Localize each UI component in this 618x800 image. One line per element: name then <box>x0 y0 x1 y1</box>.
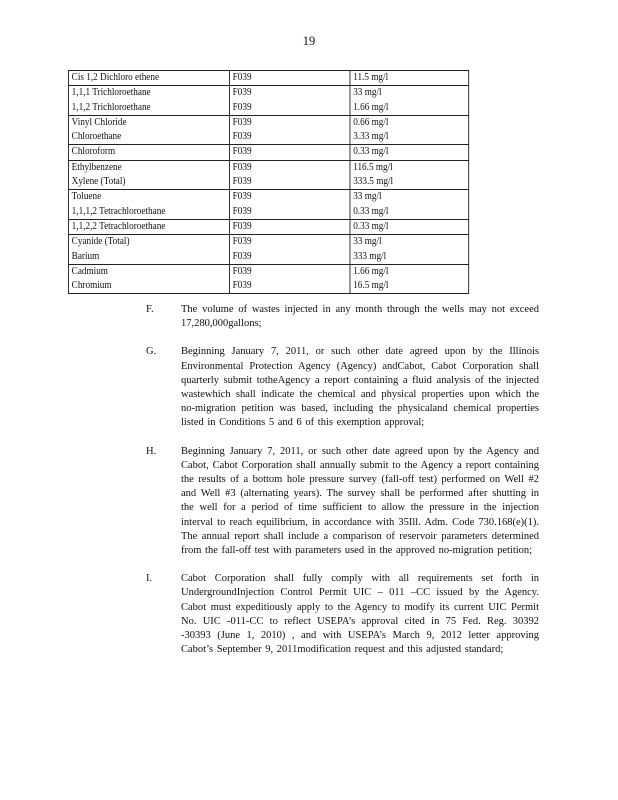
table-row <box>68 86 468 101</box>
limit-cell: 1.66 mg/l <box>350 101 469 116</box>
condition-paragraph <box>146 345 546 430</box>
constituent-cell: Toluene <box>68 190 229 205</box>
waste-code-cell: F039 <box>229 71 350 86</box>
limit-cell: 116.5 mg/l <box>350 160 469 175</box>
condition-text: Beginning January 7, 2011, or such other date agreed upon by the Illinois Environmental Protection Agency (Agency) andCabot, Cabot Corporation shall quarterly submit totheAgency a report containing a fluid analysis of the injected wastewhich shall indicate the chemical and physical properties upon which the no-migration petition was based, including the physicaland chemical properties listed in Conditions 5 and 6 of this exemption approval; <box>181 346 539 429</box>
limit-cell: 0.66 mg/l <box>350 115 469 130</box>
table-row <box>68 190 468 205</box>
table-row <box>68 219 468 234</box>
table-row <box>68 264 468 279</box>
condition-text: The volume of wastes injected in any month through the wells may not exceed 17,280,000gallons; <box>181 304 539 330</box>
table-row <box>68 130 468 145</box>
condition-label: I. <box>146 573 153 585</box>
waste-limits-table <box>68 70 469 294</box>
constituent-cell: Xylene (Total) <box>68 175 229 190</box>
condition-paragraph <box>146 303 546 331</box>
condition-text: Cabot Corporation shall fully comply with all requirements set forth in UndergroundInjection Control Permit UIC – 011 –CC issued by the Agency. Cabot must expeditiously apply to the Agency to modify its current UIC Permit No. UIC -011-CC to reflect USEPA’s approval cited in 75 Fed. Reg. 30392 -30393 (June 1, 2010) , and with USEPA’s March 9, 2012 letter approving Cabot’s September 9, 2011modification request and this adjusted standard; <box>181 573 539 656</box>
waste-code-cell: F039 <box>229 235 350 250</box>
table-row <box>68 175 468 190</box>
table-row <box>68 160 468 175</box>
limit-cell: 333 mg/l <box>350 250 469 265</box>
constituent-cell: Cadmium <box>68 264 229 279</box>
constituent-cell: 1,1,1,2 Tetrachloroethane <box>68 205 229 220</box>
table-row <box>68 250 468 265</box>
constituent-cell: Cis 1,2 Dichloro ethene <box>68 71 229 86</box>
table-row <box>68 145 468 160</box>
waste-code-cell: F039 <box>229 86 350 101</box>
waste-code-cell: F039 <box>229 130 350 145</box>
waste-code-cell: F039 <box>229 160 350 175</box>
waste-code-cell: F039 <box>229 219 350 234</box>
page-number: 19 <box>302 34 316 48</box>
condition-label: G. <box>146 346 157 358</box>
condition-paragraph <box>146 572 546 657</box>
table-row <box>68 115 468 130</box>
condition-paragraph <box>146 445 546 559</box>
limit-cell: 3.33 mg/l <box>350 130 469 145</box>
limit-cell: 33 mg/l <box>350 235 469 250</box>
constituent-cell: Cyanide (Total) <box>68 235 229 250</box>
waste-code-cell: F039 <box>229 175 350 190</box>
waste-code-cell: F039 <box>229 250 350 265</box>
waste-code-cell: F039 <box>229 101 350 116</box>
table-row <box>68 205 468 220</box>
condition-text: Beginning January 7, 2011, or such other date agreed upon by the Agency and Cabot, Cabot Corporation shall annually submit to the Agency a report containing the results of a bottom hole pressure survey (fall-off test) performed on Well #2 and Well #3 (alternating years). The survey shall be performed after shutting in the well for a period of time sufficient to allow the pressure in the injection interval to reach equilibrium, in accordance with 35Ill. Adm. Code 730.168(e)(1). The annual report shall include a comparison of reservoir parameters determined from the fall-off test with parameters used in the approved no-migration petition; <box>181 445 539 557</box>
waste-code-cell: F039 <box>229 145 350 160</box>
limit-cell: 33 mg/l <box>350 190 469 205</box>
conditions-list <box>146 303 546 671</box>
waste-code-cell: F039 <box>229 205 350 220</box>
limit-cell: 33 mg/l <box>350 86 469 101</box>
table-row <box>68 101 468 116</box>
limit-cell: 1.66 mg/l <box>350 264 469 279</box>
waste-code-cell: F039 <box>229 115 350 130</box>
condition-label: H. <box>146 445 157 457</box>
constituent-cell: 1,1,2 Trichloroethane <box>68 101 229 116</box>
table-row <box>68 71 468 86</box>
limit-cell: 16.5 mg/l <box>350 279 469 294</box>
table-row <box>68 235 468 250</box>
limit-cell: 0.33 mg/l <box>350 145 469 160</box>
limit-cell: 11.5 mg/l <box>350 71 469 86</box>
waste-code-cell: F039 <box>229 279 350 294</box>
constituent-cell: 1,1,2,2 Tetrachloroethane <box>68 219 229 234</box>
table-body <box>68 71 468 294</box>
constituent-cell: Barium <box>68 250 229 265</box>
constituent-cell: Vinyl Chloride <box>68 115 229 130</box>
limit-cell: 0.33 mg/l <box>350 219 469 234</box>
constituent-cell: Chloroform <box>68 145 229 160</box>
constituent-cell: Chloroethane <box>68 130 229 145</box>
constituent-cell: Chromium <box>68 279 229 294</box>
limit-cell: 333.5 mg/l <box>350 175 469 190</box>
condition-label: F. <box>146 304 154 315</box>
table-row <box>68 279 468 294</box>
limit-cell: 0.33 mg/l <box>350 205 469 220</box>
waste-code-cell: F039 <box>229 190 350 205</box>
constituent-cell: Ethylbenzene <box>68 160 229 175</box>
waste-code-cell: F039 <box>229 264 350 279</box>
constituent-cell: 1,1,1 Trichloroethane <box>68 86 229 101</box>
